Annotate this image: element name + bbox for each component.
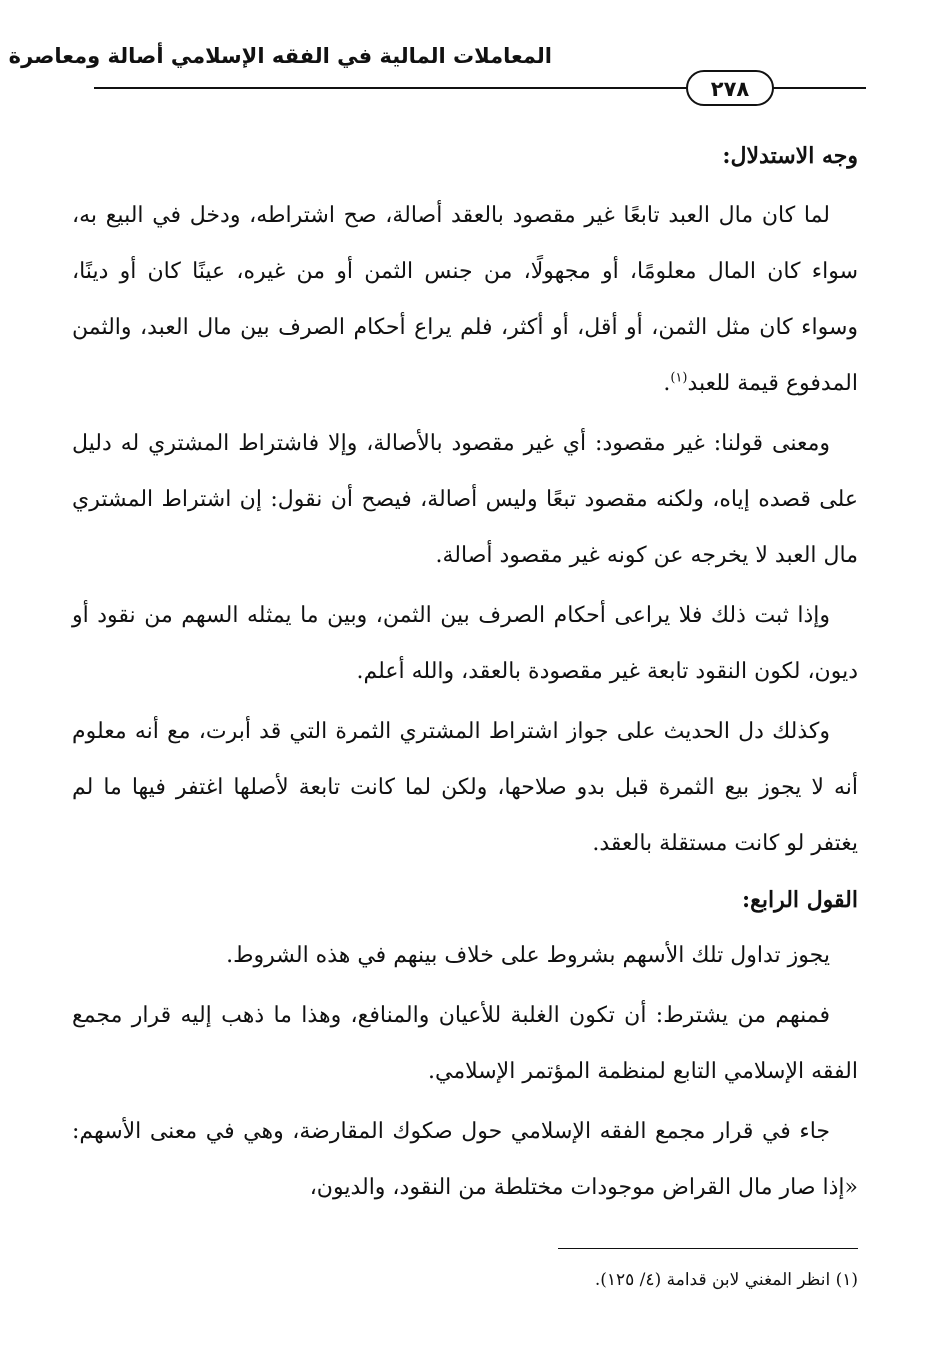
footnote-1: (١) انظر المغني لابن قدامة (٤/ ١٢٥). (594, 1270, 858, 1290)
section-heading-inference: وجه الاستدلال: (722, 143, 858, 169)
paragraph-5: يجوز تداول تلك الأسهم بشروط على خلاف بينهم في هذه الشروط. (226, 943, 830, 968)
paragraph-1-text: لما كان مال العبد تابعًا غير مقصود بالعقد أصالة، صح اشتراطه، ودخل في البيع به، سواء كان المال معلومًا، أو مجهولًا، من جنس الثمن أو من غيره، عينًا كان أو دينًا، وسواء كان مثل الثمن، أو أقل، أو أكثر، فلم يراع أحكام الصرف بين مال العبد، والثمن المدفوع قيمة للعبد (72, 203, 858, 396)
paragraph-6: فمنهم من يشترط: أن تكون الغلبة للأعيان والمنافع، وهذا ما ذهب إليه قرار مجمع الفقه الإسلامي التابع لمنظمة المؤتمر الإسلامي. (72, 1003, 858, 1084)
main-text (72, 128, 858, 1216)
paragraph-3: وإذا ثبت ذلك فلا يراعى أحكام الصرف بين الثمن، وبين ما يمثله السهم من نقود أو ديون، لكون النقود تابعة غير مقصودة بالعقد، والله أعلم. (72, 603, 858, 684)
paragraph-1-end: . (663, 371, 671, 396)
running-header-title: المعاملات المالية في الفقه الإسلامي أصالة ومعاصرة (8, 44, 552, 68)
footnote-rule (558, 1248, 858, 1249)
section-heading-fourth-opinion: القول الرابع: (742, 887, 858, 913)
page-number: ٢٧٨ (686, 70, 774, 106)
paragraph-2: ومعنى قولنا: غير مقصود: أي غير مقصود بالأصالة، وإلا فاشتراط المشتري له دليل على قصده إياه، ولكنه مقصود تبعًا وليس أصالة، فيصح أن نقول: إن اشتراط المشتري مال العبد لا يخرجه عن كونه غير مقصود أصالة. (72, 431, 858, 568)
footnote-reference[interactable]: (١) (670, 370, 688, 386)
paragraph-7: جاء في قرار مجمع الفقه الإسلامي حول صكوك المقارضة، وهي في معنى الأسهم: «إذا صار مال القراض موجودات مختلطة من النقود، والديون، (72, 1119, 858, 1200)
paragraph-4: وكذلك دل الحديث على جواز اشتراط المشتري الثمرة التي قد أبرت، مع أنه معلوم أنه لا يجوز بيع الثمرة قبل بدو صلاحها، ولكن لما كانت تابعة لأصلها اغتفر فيها ما لم يغتفر لو كانت مستقلة بالعقد. (72, 719, 858, 856)
paragraph-1 (72, 188, 858, 412)
